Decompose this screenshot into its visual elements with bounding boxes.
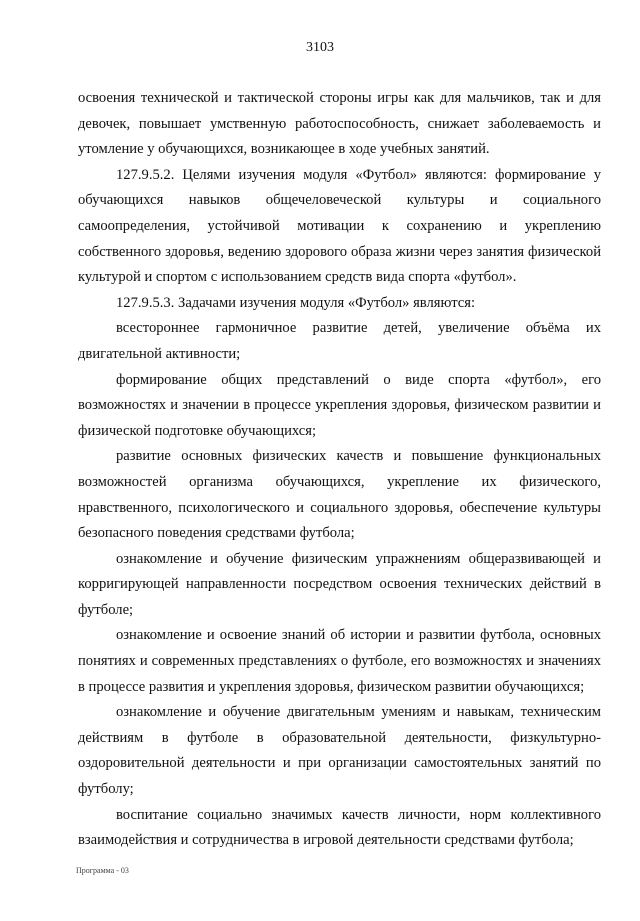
- document-body: [78, 86, 601, 854]
- paragraph-goals: 127.9.5.2. Целями изучения модуля «Футбол» являются: формирование у обучающихся навыков общечеловеческой культуры и социального самоопределения, устойчивой мотивации к сохранению и укреплению собственного здоровья, ведению здорового образа жизни через занятия физической культурой и спортом с использованием средств вида спорта «футбол».: [78, 166, 601, 286]
- page-number: 3103: [306, 40, 334, 55]
- list-item: ознакомление и освоение знаний об истории и развитии футбола, основных понятиях и современных представлениях о футболе, его возможностях и значениях в процессе развития и укрепления здоровья, физическом развитии обучающихся;: [78, 627, 601, 695]
- list-item: воспитание социально значимых качеств личности, норм коллективного взаимодействия и сотрудничества в игровой деятельности средствами футбола;: [78, 806, 601, 849]
- paragraph-tasks-heading: 127.9.5.3. Задачами изучения модуля «Футбол» являются:: [116, 294, 476, 311]
- footer-note: Программа - 03: [76, 866, 129, 875]
- list-item: развитие основных физических качеств и повышение функциональных возможностей организма обучающихся, укрепление их физического, нравственного, психологического и социального здоровья, обеспечение культуры безопасного поведения средствами футбола;: [78, 448, 601, 542]
- paragraph-continuation: освоения технической и тактической стороны игры как для мальчиков, так и для девочек, повышает умственную работоспособность, снижает заболеваемость и утомление у обучающихся, возникающее в ходе учебных занятий.: [78, 90, 601, 158]
- list-item: ознакомление и обучение двигательным умениям и навыкам, техническим действиям в футболе в образовательной деятельности, физкультурно-оздоровительной деятельности и при организации самостоятельных занятий по футболу;: [78, 704, 601, 798]
- list-item: ознакомление и обучение физическим упражнениям общеразвивающей и корригирующей направленности посредством освоения технических действий в футболе;: [78, 550, 601, 618]
- list-item: всестороннее гармоничное развитие детей, увеличение объёма их двигательной активности;: [78, 320, 601, 362]
- list-item: формирование общих представлений о виде спорта «футбол», его возможностях и значении в процессе укрепления здоровья, физическом развитии и физической подготовке обучающихся;: [78, 371, 601, 439]
